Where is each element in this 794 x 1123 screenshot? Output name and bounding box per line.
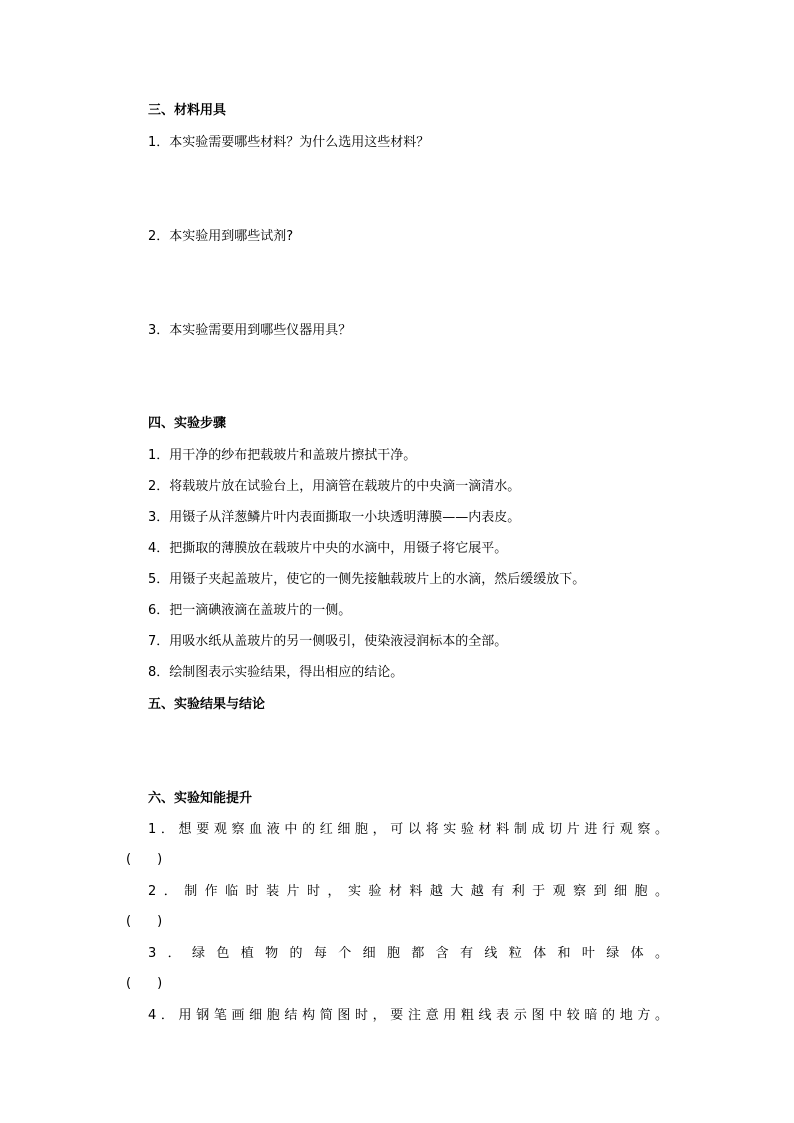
true-false-item-1: [148, 821, 673, 839]
step-1: 1．用干净的纱布把载玻片和盖玻片擦拭干净。: [148, 448, 417, 463]
answer-blank-1: ( ): [126, 852, 163, 867]
true-false-item-2: [148, 883, 676, 901]
question-1: 1．本实验需要哪些材料？为什么选用这些材料？: [148, 135, 430, 150]
answer-blank-2: ( ): [126, 914, 163, 929]
true-false-item-3: [148, 945, 680, 963]
section-heading-steps: 四、实验步骤: [148, 416, 227, 431]
step-4: 4．把撕取的薄膜放在载玻片中央的水滴中，用镊子将它展平。: [148, 541, 508, 556]
section-heading-results: 五、实验结果与结论: [148, 697, 266, 712]
question-2: 2．本实验用到哪些试剂?: [148, 229, 294, 244]
step-7: 7．用吸水纸从盖玻片的另一侧吸引，使染液浸润标本的全部。: [148, 634, 508, 649]
question-3: 3．本实验需要用到哪些仪器用具？: [148, 323, 352, 338]
step-2: 2．将载玻片放在试验台上，用滴管在载玻片的中央滴一滴清水。: [148, 479, 521, 494]
true-false-item-text: 3．绿色植物的每个细胞都含有线粒体和叶绿体。: [148, 946, 680, 961]
step-5: 5．用镊子夹起盖玻片，使它的一侧先接触载玻片上的水滴，然后缓缓放下。: [148, 572, 586, 587]
answer-blank-3: ( ): [126, 976, 163, 991]
section-heading-enhancement: 六、实验知能提升: [148, 791, 253, 806]
true-false-item-text: 2．制作临时装片时，实验材料越大越有利于观察到细胞。: [148, 884, 676, 899]
section-heading-materials: 三、材料用具: [148, 103, 227, 118]
step-8: 8．绘制图表示实验结果，得出相应的结论。: [148, 665, 404, 680]
step-6: 6．把一滴碘液滴在盖玻片的一侧。: [148, 603, 352, 618]
true-false-item-4: [148, 1007, 673, 1025]
step-3: 3．用镊子从洋葱鳞片叶内表面撕取一小块透明薄膜——内表皮。: [148, 510, 521, 525]
true-false-item-text: 4．用钢笔画细胞结构简图时，要注意用粗线表示图中较暗的地方。: [148, 1008, 673, 1023]
true-false-item-text: 1．想要观察血液中的红细胞，可以将实验材料制成切片进行观察。: [148, 822, 673, 837]
